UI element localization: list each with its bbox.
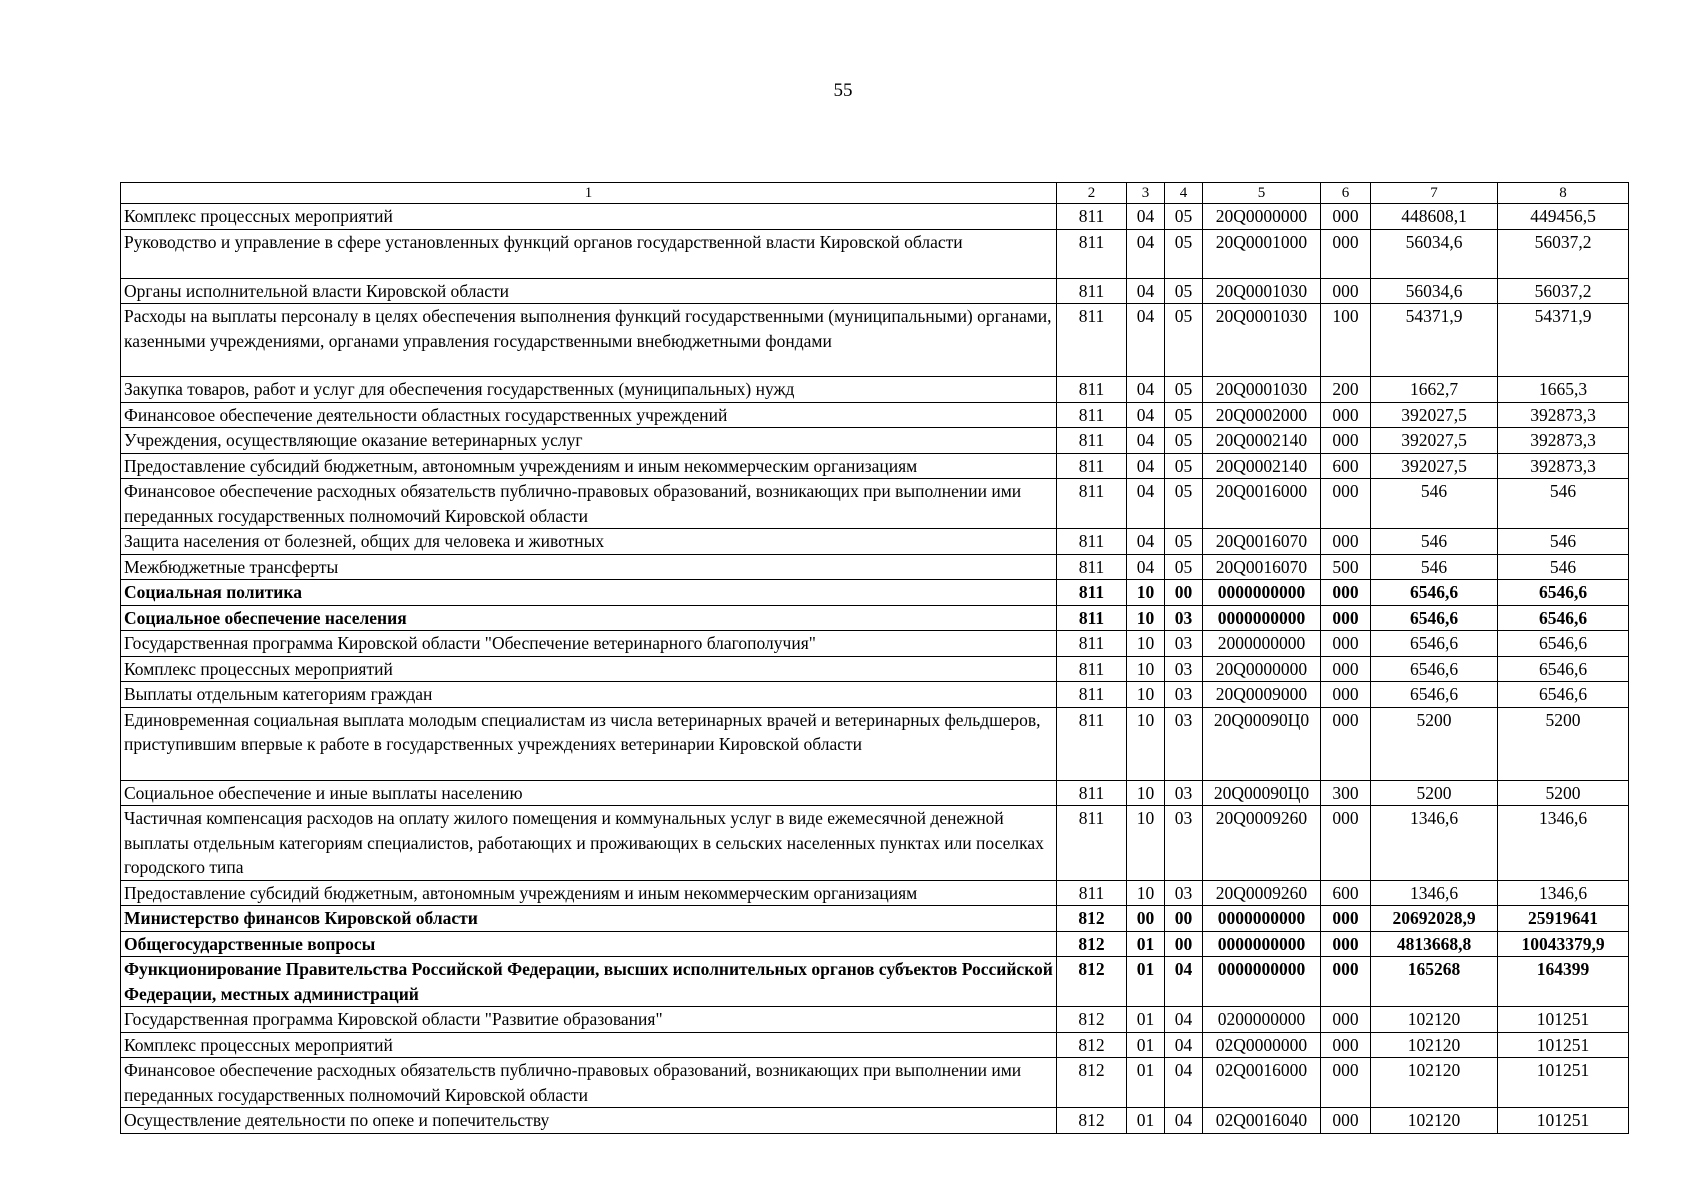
amount-year-2-cell: 392873,3: [1498, 402, 1629, 428]
amount-year-2-cell: 101251: [1498, 1007, 1629, 1033]
target-article-cell: 20Q00090Ц0: [1203, 707, 1321, 780]
item-name-cell: Финансовое обеспечение расходных обязательств публично-правовых образований, возникающих при выполнении ими переданных государственных полномочий Кировской области: [121, 1058, 1057, 1108]
subsection-code-cell: 05: [1165, 402, 1203, 428]
subsection-code-cell: 00: [1165, 906, 1203, 932]
item-name-cell: Руководство и управление в сфере установленных функций органов государственной власти Кировской области: [121, 229, 1057, 278]
table-body: [121, 183, 1629, 1134]
amount-year-2-cell: 1665,3: [1498, 377, 1629, 403]
ministry-code-cell: 812: [1057, 957, 1127, 1007]
amount-year-2-cell: 546: [1498, 554, 1629, 580]
section-code-cell: 04: [1127, 428, 1165, 454]
amount-year-2-cell: 101251: [1498, 1058, 1629, 1108]
target-article-cell: 20Q0009000: [1203, 682, 1321, 708]
section-code-cell: 04: [1127, 554, 1165, 580]
header-cell: 5: [1203, 183, 1321, 204]
amount-year-1-cell: 546: [1371, 529, 1498, 555]
item-name-cell: Выплаты отдельным категориям граждан: [121, 682, 1057, 708]
subsection-code-cell: 03: [1165, 682, 1203, 708]
table-row: [121, 931, 1629, 957]
header-cell: 7: [1371, 183, 1498, 204]
item-name-cell: Межбюджетные трансферты: [121, 554, 1057, 580]
amount-year-1-cell: 1346,6: [1371, 880, 1498, 906]
subsection-code-cell: 03: [1165, 780, 1203, 806]
item-name-cell: Комплекс процессных мероприятий: [121, 1032, 1057, 1058]
target-article-cell: 0000000000: [1203, 580, 1321, 606]
item-name-cell: Общегосударственные вопросы: [121, 931, 1057, 957]
expense-type-cell: 000: [1321, 707, 1371, 780]
expense-type-cell: 000: [1321, 278, 1371, 304]
ministry-code-cell: 811: [1057, 204, 1127, 230]
subsection-code-cell: 03: [1165, 605, 1203, 631]
amount-year-1-cell: 6546,6: [1371, 682, 1498, 708]
ministry-code-cell: 812: [1057, 1032, 1127, 1058]
ministry-code-cell: 811: [1057, 631, 1127, 657]
amount-year-2-cell: 392873,3: [1498, 453, 1629, 479]
subsection-code-cell: 00: [1165, 931, 1203, 957]
item-name-cell: Социальное обеспечение и иные выплаты населению: [121, 780, 1057, 806]
ministry-code-cell: 811: [1057, 806, 1127, 881]
expense-type-cell: 000: [1321, 631, 1371, 657]
target-article-cell: 20Q0009260: [1203, 880, 1321, 906]
section-code-cell: 10: [1127, 682, 1165, 708]
ministry-code-cell: 811: [1057, 529, 1127, 555]
target-article-cell: 02Q0016040: [1203, 1108, 1321, 1134]
item-name-cell: Финансовое обеспечение расходных обязательств публично-правовых образований, возникающих при выполнении ими переданных государственных полномочий Кировской области: [121, 479, 1057, 529]
amount-year-1-cell: 20692028,9: [1371, 906, 1498, 932]
table-row: [121, 229, 1629, 278]
section-code-cell: 04: [1127, 529, 1165, 555]
subsection-code-cell: 03: [1165, 880, 1203, 906]
amount-year-2-cell: 6546,6: [1498, 656, 1629, 682]
table-row: [121, 780, 1629, 806]
section-code-cell: 01: [1127, 1032, 1165, 1058]
item-name-cell: Единовременная социальная выплата молодым специалистам из числа ветеринарных врачей и ветеринарных фельдшеров, приступившим впервые к работе в государственных учреждениях ветеринарии Кировской области: [121, 707, 1057, 780]
amount-year-1-cell: 102120: [1371, 1108, 1498, 1134]
amount-year-1-cell: 6546,6: [1371, 605, 1498, 631]
item-name-cell: Комплекс процессных мероприятий: [121, 656, 1057, 682]
section-code-cell: 01: [1127, 1007, 1165, 1033]
item-name-cell: Государственная программа Кировской области "Обеспечение ветеринарного благополучия": [121, 631, 1057, 657]
table-row: [121, 1007, 1629, 1033]
ministry-code-cell: 811: [1057, 780, 1127, 806]
section-code-cell: 04: [1127, 229, 1165, 278]
section-code-cell: 10: [1127, 631, 1165, 657]
ministry-code-cell: 811: [1057, 554, 1127, 580]
subsection-code-cell: 05: [1165, 453, 1203, 479]
target-article-cell: 20Q0001030: [1203, 278, 1321, 304]
header-cell: 8: [1498, 183, 1629, 204]
amount-year-2-cell: 5200: [1498, 780, 1629, 806]
ministry-code-cell: 812: [1057, 1007, 1127, 1033]
table-row: [121, 656, 1629, 682]
expense-type-cell: 600: [1321, 880, 1371, 906]
page-number: 55: [833, 80, 853, 101]
amount-year-2-cell: 1346,6: [1498, 880, 1629, 906]
subsection-code-cell: 00: [1165, 580, 1203, 606]
header-cell: 2: [1057, 183, 1127, 204]
section-code-cell: 01: [1127, 931, 1165, 957]
header-cell: 4: [1165, 183, 1203, 204]
item-name-cell: Частичная компенсация расходов на оплату жилого помещения и коммунальных услуг в виде ежемесячной денежной выплаты отдельным категориям специалистов, работающих и проживающих в сельских населенных пунктах или поселках городского типа: [121, 806, 1057, 881]
target-article-cell: 20Q0016070: [1203, 554, 1321, 580]
ministry-code-cell: 811: [1057, 278, 1127, 304]
expense-type-cell: 300: [1321, 780, 1371, 806]
table-row: [121, 453, 1629, 479]
table-row: [121, 204, 1629, 230]
amount-year-1-cell: 102120: [1371, 1032, 1498, 1058]
expense-type-cell: 000: [1321, 605, 1371, 631]
ministry-code-cell: 811: [1057, 377, 1127, 403]
target-article-cell: 02Q0000000: [1203, 1032, 1321, 1058]
expense-type-cell: 000: [1321, 479, 1371, 529]
target-article-cell: 0000000000: [1203, 605, 1321, 631]
table-row: [121, 906, 1629, 932]
header-cell: 1: [121, 183, 1057, 204]
table-row: [121, 1108, 1629, 1134]
amount-year-2-cell: 56037,2: [1498, 278, 1629, 304]
target-article-cell: 20Q0001000: [1203, 229, 1321, 278]
target-article-cell: 0200000000: [1203, 1007, 1321, 1033]
table-row: [121, 402, 1629, 428]
amount-year-2-cell: 6546,6: [1498, 605, 1629, 631]
section-code-cell: 04: [1127, 204, 1165, 230]
expense-type-cell: 000: [1321, 957, 1371, 1007]
table-row: [121, 806, 1629, 881]
target-article-cell: 0000000000: [1203, 957, 1321, 1007]
table-row: [121, 377, 1629, 403]
header-cell: 6: [1321, 183, 1371, 204]
amount-year-2-cell: 56037,2: [1498, 229, 1629, 278]
ministry-code-cell: 811: [1057, 402, 1127, 428]
header-cell: 3: [1127, 183, 1165, 204]
amount-year-1-cell: 4813668,8: [1371, 931, 1498, 957]
table-row: [121, 682, 1629, 708]
target-article-cell: 02Q0016000: [1203, 1058, 1321, 1108]
item-name-cell: Финансовое обеспечение деятельности областных государственных учреждений: [121, 402, 1057, 428]
section-code-cell: 10: [1127, 880, 1165, 906]
section-code-cell: 10: [1127, 656, 1165, 682]
item-name-cell: Осуществление деятельности по опеке и попечительству: [121, 1108, 1057, 1134]
ministry-code-cell: 811: [1057, 656, 1127, 682]
item-name-cell: Органы исполнительной власти Кировской области: [121, 278, 1057, 304]
table-row: [121, 707, 1629, 780]
subsection-code-cell: 05: [1165, 529, 1203, 555]
subsection-code-cell: 04: [1165, 1032, 1203, 1058]
target-article-cell: 20Q0000000: [1203, 204, 1321, 230]
amount-year-1-cell: 448608,1: [1371, 204, 1498, 230]
amount-year-2-cell: 546: [1498, 529, 1629, 555]
section-code-cell: 00: [1127, 906, 1165, 932]
subsection-code-cell: 03: [1165, 631, 1203, 657]
target-article-cell: 20Q0000000: [1203, 656, 1321, 682]
amount-year-2-cell: 449456,5: [1498, 204, 1629, 230]
item-name-cell: Государственная программа Кировской области "Развитие образования": [121, 1007, 1057, 1033]
subsection-code-cell: 05: [1165, 554, 1203, 580]
table-row: [121, 304, 1629, 377]
section-code-cell: 04: [1127, 377, 1165, 403]
target-article-cell: 0000000000: [1203, 906, 1321, 932]
subsection-code-cell: 05: [1165, 479, 1203, 529]
amount-year-1-cell: 5200: [1371, 707, 1498, 780]
expense-type-cell: 000: [1321, 1032, 1371, 1058]
subsection-code-cell: 05: [1165, 278, 1203, 304]
amount-year-1-cell: 165268: [1371, 957, 1498, 1007]
target-article-cell: 20Q0001030: [1203, 304, 1321, 377]
expense-type-cell: 000: [1321, 806, 1371, 881]
expense-type-cell: 000: [1321, 428, 1371, 454]
subsection-code-cell: 05: [1165, 204, 1203, 230]
ministry-code-cell: 812: [1057, 1058, 1127, 1108]
target-article-cell: 20Q0002140: [1203, 453, 1321, 479]
subsection-code-cell: 04: [1165, 1058, 1203, 1108]
amount-year-2-cell: 101251: [1498, 1108, 1629, 1134]
target-article-cell: 20Q0009260: [1203, 806, 1321, 881]
amount-year-2-cell: 54371,9: [1498, 304, 1629, 377]
item-name-cell: Социальная политика: [121, 580, 1057, 606]
section-code-cell: 04: [1127, 304, 1165, 377]
table-row: [121, 1032, 1629, 1058]
amount-year-1-cell: 546: [1371, 554, 1498, 580]
target-article-cell: 20Q0016000: [1203, 479, 1321, 529]
subsection-code-cell: 05: [1165, 229, 1203, 278]
expense-type-cell: 000: [1321, 931, 1371, 957]
item-name-cell: Защита населения от болезней, общих для человека и животных: [121, 529, 1057, 555]
expense-type-cell: 000: [1321, 682, 1371, 708]
subsection-code-cell: 05: [1165, 304, 1203, 377]
amount-year-2-cell: 6546,6: [1498, 631, 1629, 657]
ministry-code-cell: 811: [1057, 580, 1127, 606]
item-name-cell: Социальное обеспечение населения: [121, 605, 1057, 631]
item-name-cell: Предоставление субсидий бюджетным, автономным учреждениям и иным некоммерческим организациям: [121, 880, 1057, 906]
table-row: [121, 957, 1629, 1007]
amount-year-1-cell: 546: [1371, 479, 1498, 529]
ministry-code-cell: 811: [1057, 707, 1127, 780]
section-code-cell: 10: [1127, 580, 1165, 606]
target-article-cell: 20Q00090Ц0: [1203, 780, 1321, 806]
table-row: [121, 479, 1629, 529]
expense-type-cell: 200: [1321, 377, 1371, 403]
target-article-cell: 20Q0001030: [1203, 377, 1321, 403]
expense-type-cell: 000: [1321, 906, 1371, 932]
expense-type-cell: 000: [1321, 529, 1371, 555]
section-code-cell: 01: [1127, 1058, 1165, 1108]
ministry-code-cell: 811: [1057, 304, 1127, 377]
item-name-cell: Комплекс процессных мероприятий: [121, 204, 1057, 230]
amount-year-1-cell: 56034,6: [1371, 278, 1498, 304]
amount-year-1-cell: 1346,6: [1371, 806, 1498, 881]
section-code-cell: 04: [1127, 479, 1165, 529]
table-row: [121, 529, 1629, 555]
expense-type-cell: 000: [1321, 580, 1371, 606]
amount-year-2-cell: 1346,6: [1498, 806, 1629, 881]
expense-type-cell: 500: [1321, 554, 1371, 580]
ministry-code-cell: 811: [1057, 428, 1127, 454]
subsection-code-cell: 04: [1165, 1007, 1203, 1033]
expense-type-cell: 000: [1321, 204, 1371, 230]
amount-year-2-cell: 5200: [1498, 707, 1629, 780]
amount-year-1-cell: 392027,5: [1371, 453, 1498, 479]
subsection-code-cell: 03: [1165, 806, 1203, 881]
ministry-code-cell: 812: [1057, 931, 1127, 957]
section-code-cell: 10: [1127, 605, 1165, 631]
amount-year-2-cell: 6546,6: [1498, 682, 1629, 708]
section-code-cell: 04: [1127, 278, 1165, 304]
target-article-cell: 20Q0002140: [1203, 428, 1321, 454]
amount-year-1-cell: 102120: [1371, 1058, 1498, 1108]
amount-year-2-cell: 6546,6: [1498, 580, 1629, 606]
item-name-cell: Предоставление субсидий бюджетным, автономным учреждениям и иным некоммерческим организациям: [121, 453, 1057, 479]
ministry-code-cell: 811: [1057, 605, 1127, 631]
table-row: [121, 631, 1629, 657]
target-article-cell: 20Q0016070: [1203, 529, 1321, 555]
section-code-cell: 01: [1127, 1108, 1165, 1134]
amount-year-1-cell: 5200: [1371, 780, 1498, 806]
expense-type-cell: 600: [1321, 453, 1371, 479]
amount-year-1-cell: 6546,6: [1371, 656, 1498, 682]
amount-year-1-cell: 102120: [1371, 1007, 1498, 1033]
amount-year-1-cell: 1662,7: [1371, 377, 1498, 403]
subsection-code-cell: 05: [1165, 428, 1203, 454]
amount-year-2-cell: 164399: [1498, 957, 1629, 1007]
budget-table: [120, 182, 1629, 1134]
ministry-code-cell: 811: [1057, 453, 1127, 479]
section-code-cell: 04: [1127, 453, 1165, 479]
item-name-cell: Функционирование Правительства Российской Федерации, высших исполнительных органов субъектов Российской Федерации, местных администраций: [121, 957, 1057, 1007]
item-name-cell: Расходы на выплаты персоналу в целях обеспечения выполнения функций государственными (муниципальными) органами, казенными учреждениями, органами управления государственными внебюджетными фондами: [121, 304, 1057, 377]
ministry-code-cell: 812: [1057, 1108, 1127, 1134]
amount-year-2-cell: 10043379,9: [1498, 931, 1629, 957]
ministry-code-cell: 811: [1057, 479, 1127, 529]
expense-type-cell: 100: [1321, 304, 1371, 377]
section-code-cell: 04: [1127, 402, 1165, 428]
item-name-cell: Учреждения, осуществляющие оказание ветеринарных услуг: [121, 428, 1057, 454]
target-article-cell: 0000000000: [1203, 931, 1321, 957]
subsection-code-cell: 04: [1165, 1108, 1203, 1134]
table-row: [121, 1058, 1629, 1108]
ministry-code-cell: 811: [1057, 880, 1127, 906]
ministry-code-cell: 812: [1057, 906, 1127, 932]
ministry-code-cell: 811: [1057, 682, 1127, 708]
amount-year-1-cell: 392027,5: [1371, 428, 1498, 454]
section-code-cell: 10: [1127, 707, 1165, 780]
ministry-code-cell: 811: [1057, 229, 1127, 278]
amount-year-2-cell: 546: [1498, 479, 1629, 529]
table-row: [121, 428, 1629, 454]
amount-year-1-cell: 54371,9: [1371, 304, 1498, 377]
subsection-code-cell: 04: [1165, 957, 1203, 1007]
table-row: [121, 278, 1629, 304]
amount-year-2-cell: 25919641: [1498, 906, 1629, 932]
amount-year-2-cell: 392873,3: [1498, 428, 1629, 454]
target-article-cell: 20Q0002000: [1203, 402, 1321, 428]
item-name-cell: Министерство финансов Кировской области: [121, 906, 1057, 932]
expense-type-cell: 000: [1321, 1007, 1371, 1033]
table-row: [121, 580, 1629, 606]
target-article-cell: 2000000000: [1203, 631, 1321, 657]
section-code-cell: 10: [1127, 806, 1165, 881]
subsection-code-cell: 03: [1165, 707, 1203, 780]
amount-year-2-cell: 101251: [1498, 1032, 1629, 1058]
expense-type-cell: 000: [1321, 1058, 1371, 1108]
table-row: [121, 554, 1629, 580]
expense-type-cell: 000: [1321, 656, 1371, 682]
section-code-cell: 01: [1127, 957, 1165, 1007]
item-name-cell: Закупка товаров, работ и услуг для обеспечения государственных (муниципальных) нужд: [121, 377, 1057, 403]
table-row: [121, 880, 1629, 906]
amount-year-1-cell: 392027,5: [1371, 402, 1498, 428]
subsection-code-cell: 03: [1165, 656, 1203, 682]
expense-type-cell: 000: [1321, 402, 1371, 428]
expense-type-cell: 000: [1321, 1108, 1371, 1134]
expense-type-cell: 000: [1321, 229, 1371, 278]
table-header-row: [121, 183, 1629, 204]
table-row: [121, 605, 1629, 631]
amount-year-1-cell: 56034,6: [1371, 229, 1498, 278]
subsection-code-cell: 05: [1165, 377, 1203, 403]
amount-year-1-cell: 6546,6: [1371, 631, 1498, 657]
section-code-cell: 10: [1127, 780, 1165, 806]
amount-year-1-cell: 6546,6: [1371, 580, 1498, 606]
